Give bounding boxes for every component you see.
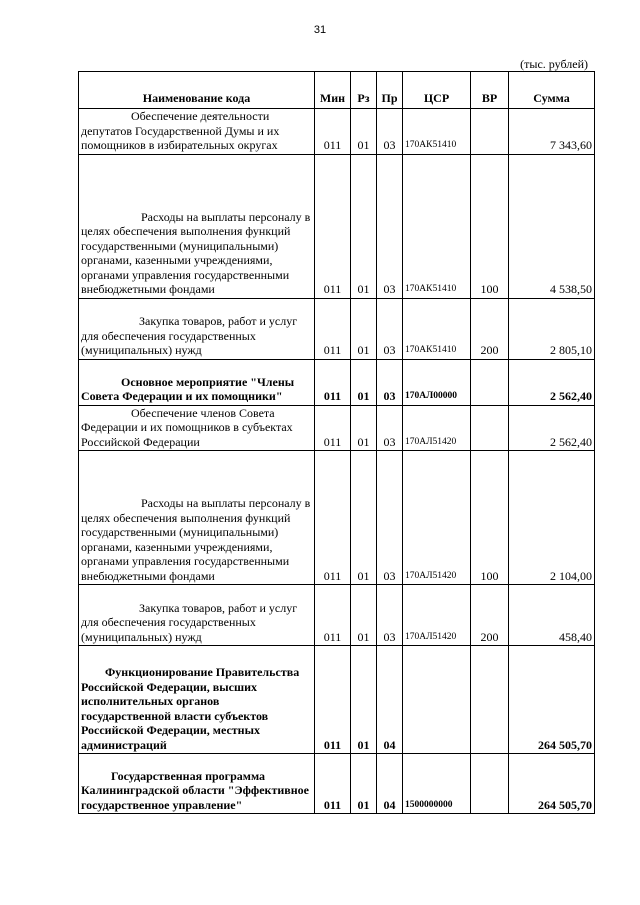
row-pr-cell: 03 — [377, 359, 403, 405]
row-name-cell — [79, 154, 315, 298]
row-pr-cell: 03 — [377, 585, 403, 646]
row-name: Закупка товаров, работ и услуг для обеспечения государственных (муниципальных) нужд — [81, 600, 298, 644]
row-pr-cell: 03 — [377, 298, 403, 359]
row-name-cell — [79, 754, 315, 814]
row-min-cell: 011 — [315, 359, 351, 405]
row-min-cell: 011 — [315, 585, 351, 646]
header-min: Мин — [315, 72, 351, 109]
row-name-cell — [79, 585, 315, 646]
row-name: Закупка товаров, работ и услуг для обеспечения государственных (муниципальных) нужд — [81, 314, 298, 357]
header-csr: ЦСР — [403, 72, 471, 109]
row-csr-cell: 170АЛ51420 — [403, 451, 471, 585]
row-csr-cell: 170АЛ51420 — [403, 405, 471, 451]
table-row — [79, 405, 595, 451]
row-name: Основное мероприятие "Члены Совета Федерации и их помощники" — [81, 374, 295, 403]
table-row — [79, 754, 595, 814]
row-pr-cell: 03 — [377, 109, 403, 155]
row-csr-cell: 170АЛ00000 — [403, 359, 471, 405]
page-number: 31 — [313, 24, 327, 36]
header-sum: Сумма — [509, 72, 595, 109]
row-name: Обеспечение деятельности депутатов Государственной Думы и их помощников в избирательных округах — [81, 109, 280, 152]
row-vr-cell: 100 — [471, 451, 509, 585]
row-sum-cell: 2 562,40 — [509, 405, 595, 451]
row-rz-cell: 01 — [351, 646, 377, 754]
row-vr-cell — [471, 109, 509, 155]
row-csr-cell: 170АЛ51420 — [403, 585, 471, 646]
header-pr: Пр — [377, 72, 403, 109]
row-min-cell: 011 — [315, 646, 351, 754]
row-csr-cell: 1500000000 — [403, 754, 471, 814]
row-name: Функционирование Правительства Российской Федерации, высших исполнительных органов государственной власти субъектов Российской Федерации, местных администраций — [81, 665, 300, 752]
header-row — [79, 72, 595, 109]
row-sum-cell: 264 505,70 — [509, 646, 595, 754]
row-vr-cell: 200 — [471, 298, 509, 359]
row-min-cell: 011 — [315, 154, 351, 298]
row-vr-cell — [471, 359, 509, 405]
row-pr-cell: 03 — [377, 405, 403, 451]
row-min-cell: 011 — [315, 451, 351, 585]
row-csr-cell: 170АК51410 — [403, 298, 471, 359]
row-min-cell: 011 — [315, 298, 351, 359]
row-min-cell: 011 — [315, 405, 351, 451]
row-vr-cell: 200 — [471, 585, 509, 646]
row-vr-cell — [471, 405, 509, 451]
table-row — [79, 298, 595, 359]
row-csr-cell — [403, 646, 471, 754]
row-name-cell — [79, 109, 315, 155]
header-rz: Рз — [351, 72, 377, 109]
row-pr-cell: 04 — [377, 646, 403, 754]
row-csr-cell: 170АК51410 — [403, 109, 471, 155]
row-rz-cell: 01 — [351, 298, 377, 359]
row-sum-cell: 458,40 — [509, 585, 595, 646]
row-name: Расходы на выплаты персоналу в целях обеспечения выполнения функций государственными (муниципальными) органами, казенными учреждениями, органами управления государственными внебюджетными фондами — [81, 496, 311, 583]
row-sum-cell: 4 538,50 — [509, 154, 595, 298]
row-rz-cell: 01 — [351, 109, 377, 155]
row-sum-cell: 2 805,10 — [509, 298, 595, 359]
row-name-cell — [79, 451, 315, 585]
row-csr-cell: 170АК51410 — [403, 154, 471, 298]
row-name-cell — [79, 298, 315, 359]
row-vr-cell — [471, 754, 509, 814]
row-vr-cell — [471, 646, 509, 754]
table-row — [79, 109, 595, 155]
row-name: Расходы на выплаты персоналу в целях обеспечения выполнения функций государственными (муниципальными) органами, казенными учреждениями, органами управления государственными внебюджетными фондами — [81, 209, 311, 296]
row-rz-cell: 01 — [351, 754, 377, 814]
table-row — [79, 451, 595, 585]
row-vr-cell: 100 — [471, 154, 509, 298]
row-name: Государственная программа Калининградской области "Эффективное государственное управление" — [81, 768, 309, 812]
row-rz-cell: 01 — [351, 585, 377, 646]
row-min-cell: 011 — [315, 754, 351, 814]
row-pr-cell: 03 — [377, 451, 403, 585]
row-name-cell — [79, 646, 315, 754]
header-name: Наименование кода — [79, 72, 315, 109]
table-row — [79, 585, 595, 646]
row-min-cell: 011 — [315, 109, 351, 155]
row-sum-cell: 264 505,70 — [509, 754, 595, 814]
row-sum-cell: 7 343,60 — [509, 109, 595, 155]
row-rz-cell: 01 — [351, 405, 377, 451]
row-pr-cell: 03 — [377, 154, 403, 298]
table-row — [79, 359, 595, 405]
row-name-cell — [79, 359, 315, 405]
row-pr-cell: 04 — [377, 754, 403, 814]
row-rz-cell: 01 — [351, 154, 377, 298]
row-rz-cell: 01 — [351, 359, 377, 405]
row-sum-cell: 2 562,40 — [509, 359, 595, 405]
table-row — [79, 154, 595, 298]
row-sum-cell: 2 104,00 — [509, 451, 595, 585]
budget-table — [78, 71, 595, 814]
units-label: (тыс. рублей) — [520, 57, 588, 71]
table-row — [79, 646, 595, 754]
header-vr: ВР — [471, 72, 509, 109]
row-name: Обеспечение членов Совета Федерации и их помощников в субъектах Российской Федерации — [81, 405, 293, 449]
row-name-cell — [79, 405, 315, 451]
row-rz-cell: 01 — [351, 451, 377, 585]
